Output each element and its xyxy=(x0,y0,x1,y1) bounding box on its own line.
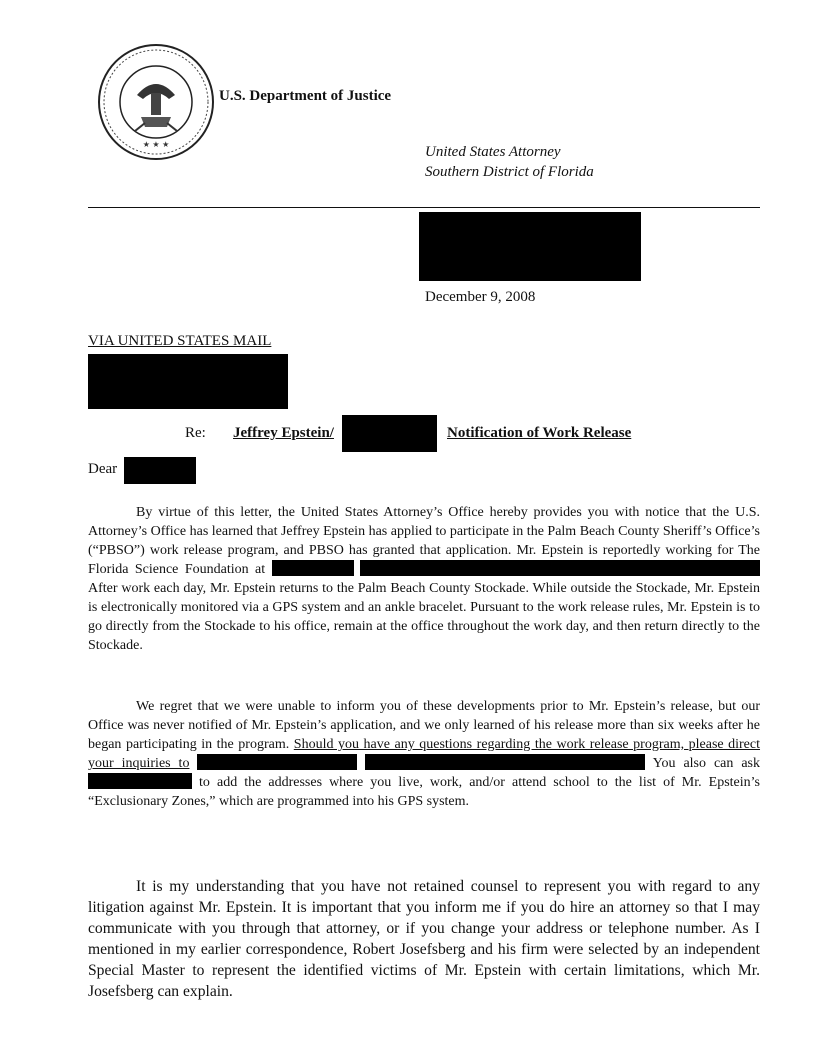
re-label: Re: xyxy=(185,425,206,441)
redaction-block xyxy=(365,754,645,770)
paragraph-3: It is my understanding that you have not retained counsel to represent you with regard to any litigation against Mr. Epstein. It is important that you inform me if you do hire an attorney so that I may communicate with you through that attorney, or if you change your address or telephone number. As I mentioned in my earlier correspondence, Robert Josefsberg and his firm were selected by an independent Special Master to represent the identified victims of Mr. Epstein with certain limitations, which Mr. Josefsberg can explain. xyxy=(88,878,760,1000)
paragraph-2 xyxy=(88,697,760,811)
redaction-block xyxy=(272,560,354,576)
delivery-method: VIA UNITED STATES MAIL xyxy=(88,333,272,349)
paragraph-1-part-a: By virtue of this letter, the United States Attorney’s Office hereby provides you with notice that the U.S. Attorney’s Office has learned that Jeffrey Epstein has applied to participate in the Palm Beach County Sheriff’s Office’s (“PBSO”) work release program, and PBSO has granted that application. Mr. Epstein is reportedly working for The Florida Science Foundation at xyxy=(88,505,760,577)
office-district: Southern District of Florida xyxy=(425,164,594,180)
svg-text:★ ★ ★: ★ ★ ★ xyxy=(142,140,170,149)
agency-name: U.S. Department of Justice xyxy=(219,88,392,104)
paragraph-2-part-a: We regret that we were unable to inform you of these developments prior to Mr. Epstein’s release, but our Office was never notified of Mr. Epstein’s application, and we only learned of his release more than six weeks after he began participating in the program. xyxy=(88,699,760,752)
office-title: United States Attorney xyxy=(425,144,561,160)
paragraph-2-part-c: You also can ask xyxy=(652,756,761,771)
redaction-block xyxy=(419,212,641,281)
paragraph-2-part-d: to add the addresses where you live, work, and/or attend school to the list of Mr. Epstein’s “Exclusionary Zones,” which are programmed into his GPS system. xyxy=(88,775,760,809)
paragraph-2-part-b: Should you have any questions regarding the work release program, please direct your inquiries to xyxy=(88,737,761,771)
redaction-block xyxy=(197,754,357,770)
letter-date: December 9, 2008 xyxy=(425,289,536,305)
re-subject: Notification of Work Release xyxy=(447,425,632,441)
redaction-block xyxy=(360,560,760,576)
paragraph-1 xyxy=(88,503,760,655)
header-rule xyxy=(88,207,760,208)
re-name: Jeffrey Epstein/ xyxy=(233,425,334,441)
paragraph-1-part-b: After work each day, Mr. Epstein returns to the Palm Beach County Stockade. While outside the Stockade, Mr. Epstein is electronically monitored via a GPS system and an ankle bracelet. Pursuant to the work release rules, Mr. Epstein is to go directly from the Stockade to his office, remain at the office throughout the work day, and then return directly to the Stockade. xyxy=(88,581,760,653)
office-block xyxy=(425,142,594,182)
redaction-block xyxy=(88,773,192,789)
doj-seal-icon xyxy=(97,43,215,161)
redaction-block xyxy=(342,415,437,452)
redaction-block xyxy=(124,457,196,484)
salutation: Dear xyxy=(88,461,118,477)
redaction-block xyxy=(88,354,288,409)
